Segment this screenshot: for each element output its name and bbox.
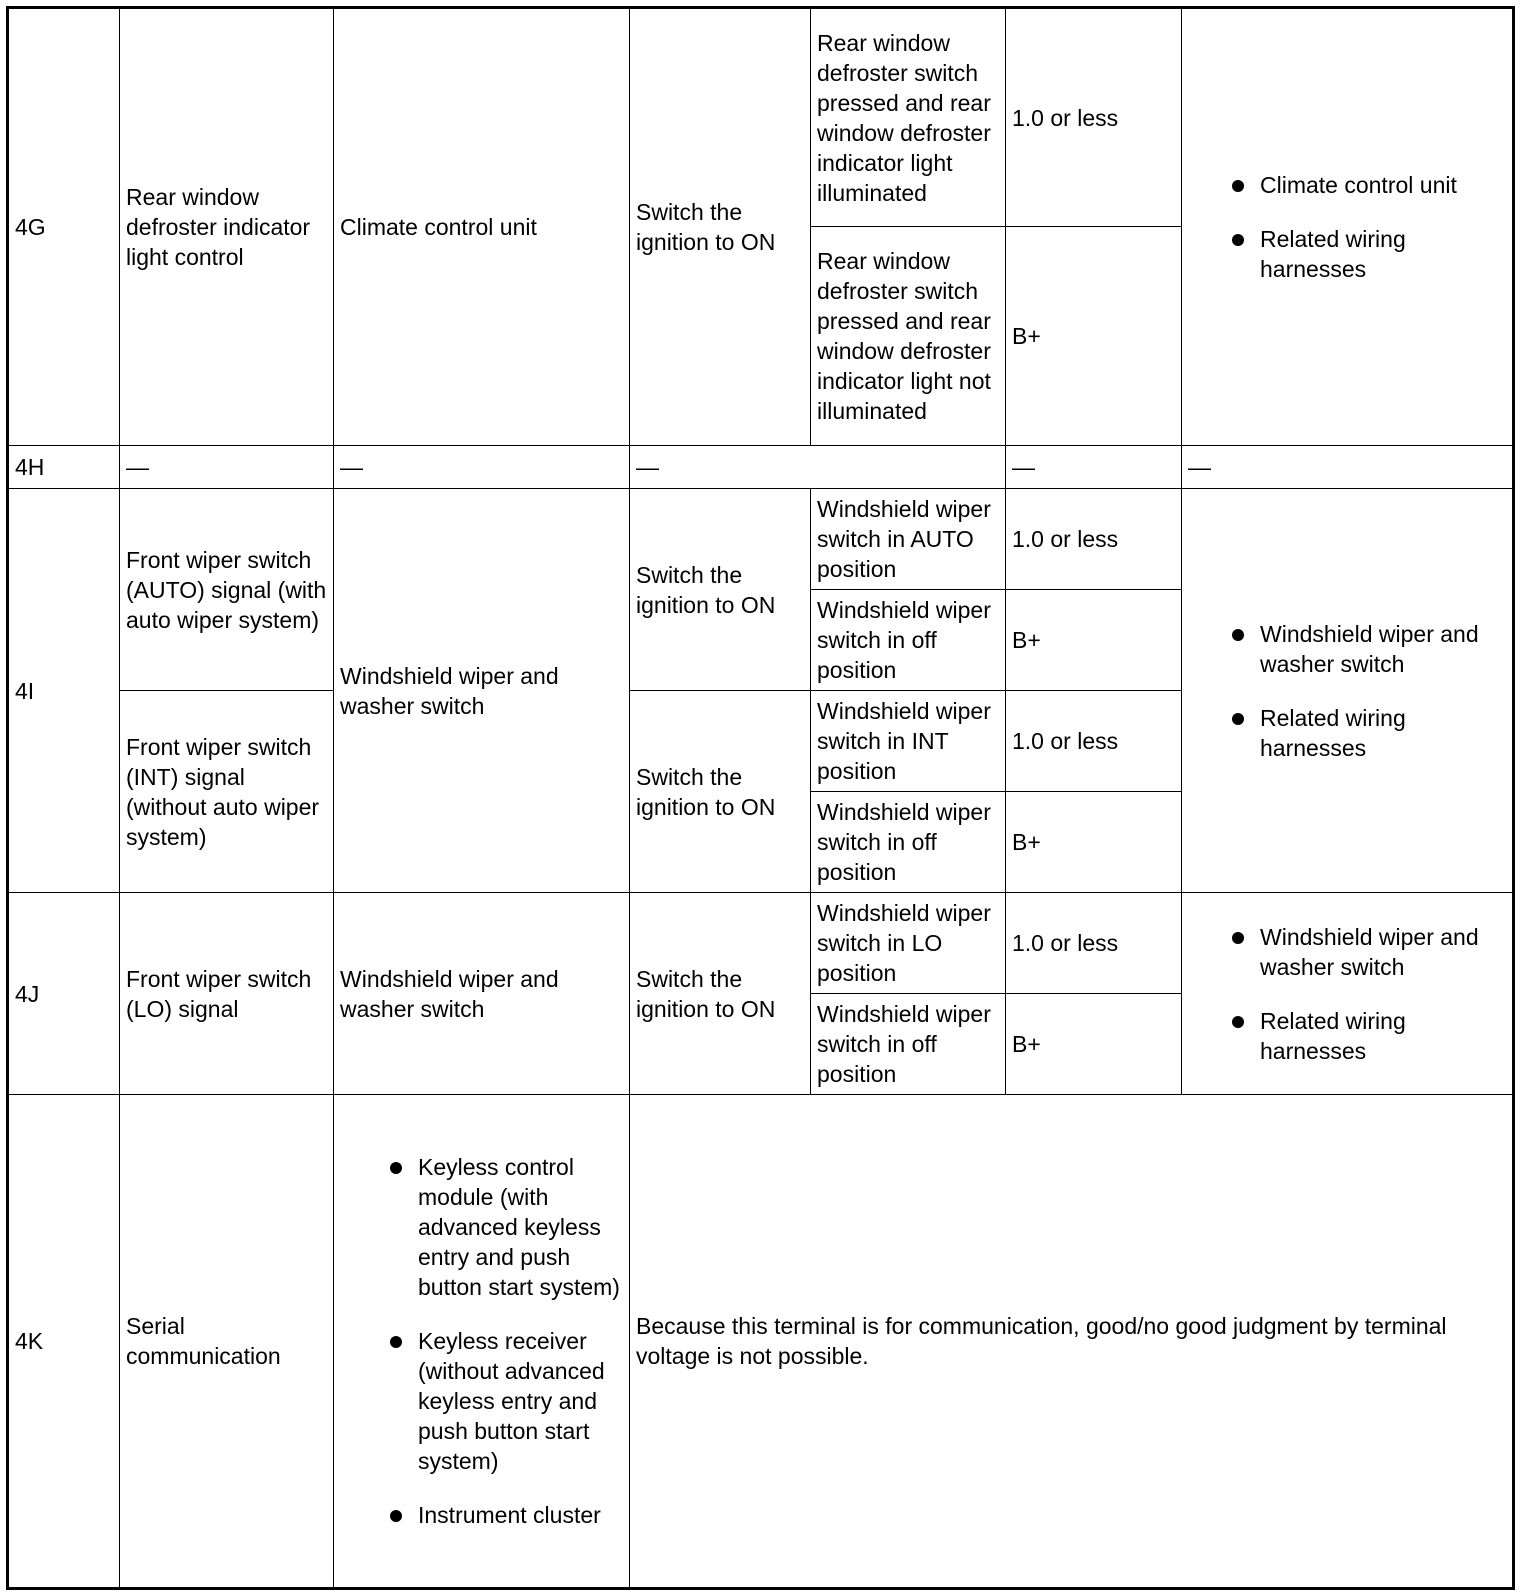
terminal-cell: 4G (8, 8, 120, 446)
voltage-cell: — (1006, 446, 1182, 489)
voltage-cell: B+ (1006, 792, 1182, 893)
suspects-cell (1182, 893, 1514, 1095)
voltage-cell: B+ (1006, 994, 1182, 1095)
suspects-list (1188, 619, 1506, 763)
condition-cell: Switch the ignition to ON (630, 489, 811, 691)
connected-to-list (340, 1152, 623, 1530)
voltage-cell: B+ (1006, 590, 1182, 691)
voltage-cell: 1.0 or less (1006, 8, 1182, 227)
table-row (8, 893, 1514, 994)
description-cell: Front wiper switch (LO) signal (120, 893, 334, 1095)
description-cell: Serial communication (120, 1095, 334, 1589)
description-cell: Front wiper switch (AUTO) signal (with auto wiper system) (120, 489, 334, 691)
connected-to-cell (334, 1095, 630, 1589)
voltage-cell: 1.0 or less (1006, 489, 1182, 590)
table-row (8, 8, 1514, 227)
list-item: Keyless control module (with advanced keyless entry and push button start system) (340, 1152, 623, 1302)
suspects-cell: — (1182, 446, 1514, 489)
voltage-cell: 1.0 or less (1006, 893, 1182, 994)
state-cell: Windshield wiper switch in INT position (811, 691, 1006, 792)
terminal-cell: 4I (8, 489, 120, 893)
condition-cell: Switch the ignition to ON (630, 8, 811, 446)
state-cell: Windshield wiper switch in AUTO position (811, 489, 1006, 590)
terminal-cell: 4K (8, 1095, 120, 1589)
table-row (8, 1095, 1514, 1589)
condition-cell: Switch the ignition to ON (630, 691, 811, 893)
list-item: Related wiring harnesses (1188, 224, 1506, 284)
terminal-cell: 4J (8, 893, 120, 1095)
list-item: Related wiring harnesses (1188, 1006, 1506, 1066)
list-item: Instrument cluster (340, 1500, 623, 1530)
terminal-table (6, 6, 1515, 1590)
condition-cell: Switch the ignition to ON (630, 893, 811, 1095)
state-cell: Windshield wiper switch in LO position (811, 893, 1006, 994)
suspects-cell (1182, 489, 1514, 893)
list-item: Windshield wiper and washer switch (1188, 922, 1506, 982)
state-cell: Windshield wiper switch in off position (811, 994, 1006, 1095)
condition-cell: — (630, 446, 1006, 489)
suspects-list (1188, 170, 1506, 284)
voltage-cell: 1.0 or less (1006, 691, 1182, 792)
list-item: Keyless receiver (without advanced keyless entry and push button start system) (340, 1326, 623, 1476)
voltage-cell: B+ (1006, 227, 1182, 446)
list-item: Related wiring harnesses (1188, 703, 1506, 763)
state-cell: Windshield wiper switch in off position (811, 590, 1006, 691)
note-cell: Because this terminal is for communication, good/no good judgment by terminal voltage is not possible. (630, 1095, 1514, 1589)
list-item: Climate control unit (1188, 170, 1506, 200)
connected-to-cell: Windshield wiper and washer switch (334, 893, 630, 1095)
description-cell: Front wiper switch (INT) signal (without auto wiper system) (120, 691, 334, 893)
state-cell: Rear window defroster switch pressed and rear window defroster indicator light illuminated (811, 8, 1006, 227)
connected-to-cell: Windshield wiper and washer switch (334, 489, 630, 893)
state-cell: Rear window defroster switch pressed and rear window defroster indicator light not illuminated (811, 227, 1006, 446)
connected-to-cell: Climate control unit (334, 8, 630, 446)
suspects-list (1188, 922, 1506, 1066)
description-cell: Rear window defroster indicator light control (120, 8, 334, 446)
table-row (8, 446, 1514, 489)
connected-to-cell: — (334, 446, 630, 489)
terminal-cell: 4H (8, 446, 120, 489)
suspects-cell (1182, 8, 1514, 446)
description-cell: — (120, 446, 334, 489)
table-row (8, 489, 1514, 590)
list-item: Windshield wiper and washer switch (1188, 619, 1506, 679)
state-cell: Windshield wiper switch in off position (811, 792, 1006, 893)
